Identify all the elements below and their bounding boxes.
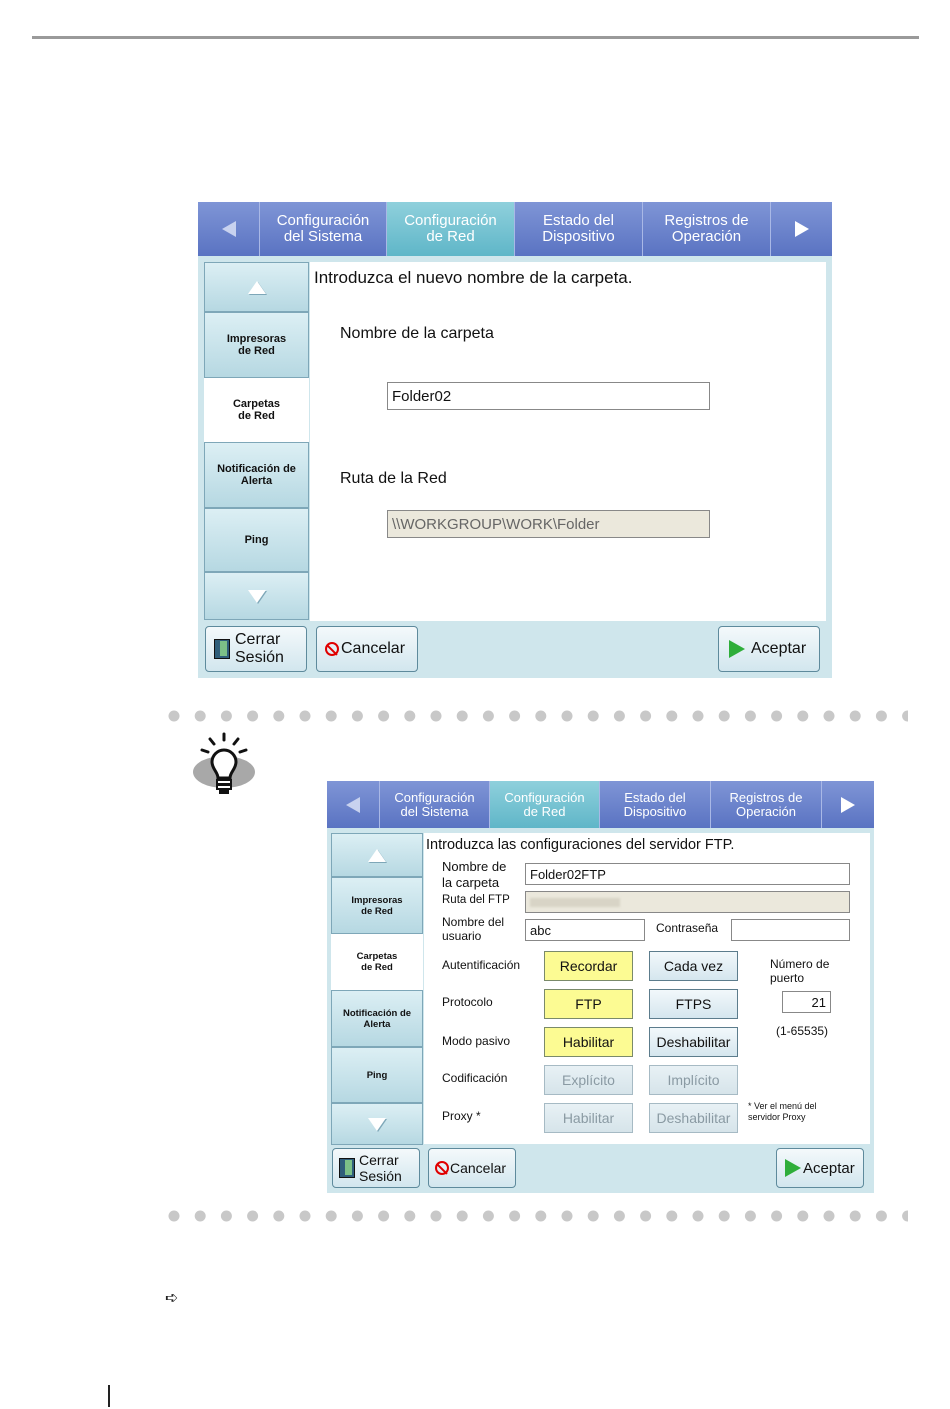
separator-dot bbox=[562, 711, 573, 722]
screen-folder-name bbox=[198, 202, 832, 678]
instruction-text: Introduzca las configuraciones del servidor FTP. bbox=[426, 837, 735, 853]
network-path-label: Ruta de la Red bbox=[340, 470, 447, 487]
blurred-ip-text bbox=[530, 898, 620, 907]
separator-dot bbox=[300, 1211, 311, 1222]
arrow-right-icon bbox=[841, 797, 855, 813]
sidebar-scroll-up-button[interactable] bbox=[331, 833, 423, 877]
protocol-label: Protocolo bbox=[442, 995, 493, 1009]
separator-dot bbox=[404, 1211, 415, 1222]
sidebar-item-network-printers[interactable]: Impresoras de Red bbox=[204, 312, 309, 378]
dotted-separator-top bbox=[168, 710, 908, 722]
cancel-button[interactable] bbox=[428, 1148, 516, 1188]
separator-dot bbox=[378, 1211, 389, 1222]
separator-dot bbox=[876, 1211, 887, 1222]
arrow-down-icon bbox=[368, 1118, 386, 1131]
separator-dot bbox=[588, 711, 599, 722]
sidebar-item-ping[interactable]: Ping bbox=[331, 1047, 423, 1103]
sidebar-item-alert-notification[interactable]: Notificación de Alerta bbox=[331, 990, 423, 1047]
sidebar-scroll-down-button[interactable] bbox=[331, 1103, 423, 1145]
passive-disable-button[interactable]: Deshabilitar bbox=[649, 1027, 738, 1057]
tab-prev-button[interactable] bbox=[327, 781, 380, 828]
separator-dot bbox=[797, 1211, 808, 1222]
encoding-implicit-button: Implícito bbox=[649, 1065, 738, 1095]
auth-label: Autentificación bbox=[442, 958, 521, 972]
separator-dot bbox=[902, 1211, 908, 1222]
tab-device-status[interactable]: Estado del Dispositivo bbox=[600, 781, 711, 828]
proxy-enable-button: Habilitar bbox=[544, 1103, 633, 1133]
tab-next-button[interactable] bbox=[822, 781, 874, 828]
bullet-arrow-icon: ➪ bbox=[165, 1290, 179, 1307]
separator-dot bbox=[273, 1211, 284, 1222]
separator-dot bbox=[693, 1211, 704, 1222]
separator-dot bbox=[378, 711, 389, 722]
separator-dot bbox=[824, 711, 835, 722]
separator-dot bbox=[771, 711, 782, 722]
separator-dot bbox=[273, 711, 284, 722]
separator-dot bbox=[195, 711, 206, 722]
separator-dot bbox=[824, 1211, 835, 1222]
separator-dot bbox=[431, 711, 442, 722]
arrow-left-icon bbox=[222, 221, 236, 237]
separator-dot bbox=[483, 711, 494, 722]
password-label: Contraseña bbox=[656, 921, 719, 935]
door-icon bbox=[339, 1158, 355, 1178]
tab-system-config[interactable]: Configuración del Sistema bbox=[260, 202, 387, 256]
play-icon bbox=[785, 1159, 801, 1177]
ftp-path-input bbox=[525, 891, 850, 913]
password-input[interactable] bbox=[731, 919, 850, 941]
arrow-right-icon bbox=[795, 221, 809, 237]
separator-dot bbox=[509, 711, 520, 722]
sidebar-item-ping[interactable]: Ping bbox=[204, 508, 309, 572]
protocol-ftp-button[interactable]: FTP bbox=[544, 989, 633, 1019]
lightbulb-hint-icon bbox=[190, 732, 258, 798]
separator-dot bbox=[509, 1211, 520, 1222]
door-icon bbox=[214, 639, 230, 659]
separator-dot bbox=[535, 1211, 546, 1222]
tab-operation-logs[interactable]: Registros de Operación bbox=[711, 781, 822, 828]
encoding-label: Codificación bbox=[442, 1071, 508, 1085]
arrow-down-icon bbox=[248, 590, 266, 603]
logout-button[interactable] bbox=[205, 626, 307, 672]
sidebar bbox=[331, 833, 423, 1145]
sidebar bbox=[204, 262, 309, 620]
cancel-button[interactable] bbox=[316, 626, 418, 672]
separator-dot bbox=[352, 711, 363, 722]
separator-dot bbox=[326, 1211, 337, 1222]
separator-dot bbox=[693, 711, 704, 722]
logout-button[interactable] bbox=[332, 1148, 420, 1188]
separator-dot bbox=[535, 711, 546, 722]
cancel-label: Cancelar bbox=[341, 640, 406, 657]
cancel-label: Cancelar bbox=[450, 1160, 507, 1176]
tab-network-config[interactable]: Configuración de Red bbox=[490, 781, 600, 828]
proxy-note: * Ver el menú del servidor Proxy bbox=[748, 1101, 817, 1122]
separator-dot bbox=[745, 711, 756, 722]
folder-name-label: Nombre de la carpeta bbox=[442, 859, 507, 890]
separator-dot bbox=[431, 1211, 442, 1222]
separator-dot bbox=[876, 711, 887, 722]
tab-system-config[interactable]: Configuración del Sistema bbox=[380, 781, 490, 828]
separator-dot bbox=[300, 711, 311, 722]
sidebar-scroll-up-button[interactable] bbox=[204, 262, 309, 312]
auth-remember-button[interactable]: Recordar bbox=[544, 951, 633, 981]
separator-dot bbox=[562, 1211, 573, 1222]
play-icon bbox=[729, 640, 745, 658]
folder-name-input[interactable]: Folder02FTP bbox=[525, 863, 850, 885]
tab-bar bbox=[198, 202, 832, 256]
separator-dot bbox=[221, 1211, 232, 1222]
content-panel bbox=[310, 262, 826, 621]
username-input[interactable]: abc bbox=[525, 919, 645, 941]
separator-dot bbox=[771, 1211, 782, 1222]
separator-dot bbox=[169, 1211, 180, 1222]
separator-dot bbox=[588, 1211, 599, 1222]
content-panel bbox=[424, 833, 870, 1144]
accept-button[interactable] bbox=[776, 1148, 864, 1188]
encoding-explicit-button: Explícito bbox=[544, 1065, 633, 1095]
sidebar-item-alert-notification[interactable]: Notificación de Alerta bbox=[204, 442, 309, 508]
separator-dot bbox=[719, 1211, 730, 1222]
screen-ftp-settings bbox=[327, 781, 874, 1193]
prohibited-icon bbox=[325, 642, 339, 656]
prohibited-icon bbox=[435, 1161, 449, 1175]
tab-operation-logs[interactable]: Registros de Operación bbox=[643, 202, 771, 256]
separator-dot bbox=[457, 1211, 468, 1222]
proxy-label: Proxy * bbox=[442, 1109, 481, 1123]
separator-dot bbox=[404, 711, 415, 722]
tab-device-status[interactable]: Estado del Dispositivo bbox=[515, 202, 643, 256]
separator-dot bbox=[666, 711, 677, 722]
sidebar-scroll-down-button[interactable] bbox=[204, 572, 309, 620]
separator-dot bbox=[640, 1211, 651, 1222]
port-range-text: (1-65535) bbox=[776, 1024, 829, 1038]
tab-prev-button[interactable] bbox=[198, 202, 260, 256]
separator-dot bbox=[195, 1211, 206, 1222]
port-input[interactable]: 21 bbox=[782, 991, 831, 1013]
network-path-input: \\WORKGROUP\WORK\Folder bbox=[387, 510, 710, 538]
separator-dot bbox=[797, 711, 808, 722]
separator-dot bbox=[719, 711, 730, 722]
tab-network-config[interactable]: Configuración de Red bbox=[387, 202, 515, 256]
separator-dot bbox=[614, 711, 625, 722]
auth-each-time-button[interactable]: Cada vez bbox=[649, 951, 738, 981]
accept-label: Aceptar bbox=[751, 640, 807, 657]
separator-dot bbox=[457, 711, 468, 722]
logout-label: Cerrar Sesión bbox=[359, 1151, 402, 1184]
separator-dot bbox=[483, 1211, 494, 1222]
page-header-rule bbox=[32, 36, 919, 39]
separator-dot bbox=[169, 711, 180, 722]
port-label: Número de puerto bbox=[770, 957, 830, 986]
separator-dot bbox=[247, 711, 258, 722]
arrow-up-icon bbox=[248, 281, 266, 294]
dotted-separator-bottom bbox=[168, 1210, 908, 1222]
sidebar-item-network-folders[interactable]: Carpetas de Red bbox=[204, 378, 309, 442]
separator-dot bbox=[666, 1211, 677, 1222]
tab-bar bbox=[327, 781, 874, 828]
passive-mode-label: Modo pasivo bbox=[442, 1034, 511, 1048]
tab-next-button[interactable] bbox=[771, 202, 832, 256]
passive-enable-button[interactable]: Habilitar bbox=[544, 1027, 633, 1057]
instruction-text: Introduzca el nuevo nombre de la carpeta. bbox=[314, 268, 633, 287]
accept-button[interactable] bbox=[718, 626, 820, 672]
separator-dot bbox=[640, 711, 651, 722]
folder-name-label: Nombre de la carpeta bbox=[340, 325, 494, 342]
separator-dot bbox=[850, 1211, 861, 1222]
separator-dot bbox=[902, 711, 908, 722]
sidebar-item-network-folders[interactable]: Carpetas de Red bbox=[331, 934, 423, 990]
separator-dot bbox=[745, 1211, 756, 1222]
accept-label: Aceptar bbox=[803, 1159, 855, 1177]
separator-dot bbox=[221, 711, 232, 722]
sidebar-item-network-printers[interactable]: Impresoras de Red bbox=[331, 877, 423, 934]
proxy-disable-button: Deshabilitar bbox=[649, 1103, 738, 1133]
username-label: Nombre del usuario bbox=[442, 915, 505, 944]
protocol-ftps-button[interactable]: FTPS bbox=[649, 989, 738, 1019]
separator-dot bbox=[326, 711, 337, 722]
arrow-up-icon bbox=[368, 849, 386, 862]
ftp-path-label: Ruta del FTP bbox=[442, 894, 510, 906]
separator-dot bbox=[850, 711, 861, 722]
separator-dot bbox=[614, 1211, 625, 1222]
logout-label: Cerrar Sesión bbox=[235, 630, 284, 666]
folder-name-input[interactable]: Folder02 bbox=[387, 382, 710, 410]
page-margin-bar bbox=[108, 1385, 110, 1407]
arrow-left-icon bbox=[346, 797, 360, 813]
separator-dot bbox=[352, 1211, 363, 1222]
separator-dot bbox=[247, 1211, 258, 1222]
